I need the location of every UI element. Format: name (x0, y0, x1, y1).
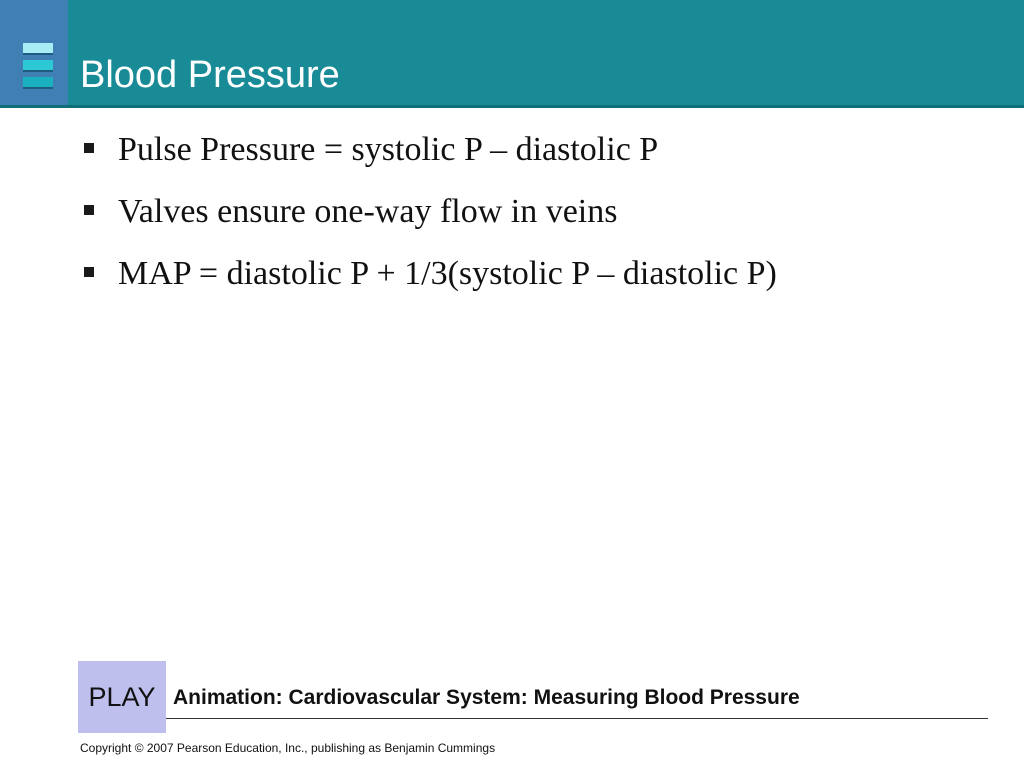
bullet-text: MAP = diastolic P + 1/3(systolic P – diastolic P) (118, 255, 777, 292)
slide-title: Blood Pressure (80, 54, 340, 96)
square-bullet-icon (84, 205, 94, 215)
slide-logo-icon (0, 0, 68, 105)
play-button[interactable]: PLAY (78, 661, 166, 733)
logo-bar-top (23, 43, 53, 53)
logo-bar-bottom (23, 77, 53, 87)
logo-bar-middle (23, 60, 53, 70)
title-bar-rule (0, 105, 1024, 108)
logo-bar-shadow (23, 70, 53, 72)
square-bullet-icon (84, 267, 94, 277)
square-bullet-icon (84, 143, 94, 153)
copyright-footer: Copyright © 2007 Pearson Education, Inc., publishing as Benjamin Cummings (80, 741, 496, 755)
animation-link[interactable]: Animation: Cardiovascular System: Measuring Blood Pressure (173, 686, 800, 709)
animation-underline (166, 718, 988, 719)
logo-bar-shadow (23, 87, 53, 89)
bullet-text: Pulse Pressure = systolic P – diastolic P (118, 131, 659, 168)
logo-bar-shadow (23, 53, 53, 55)
bullet-text: Valves ensure one-way flow in veins (118, 193, 618, 230)
